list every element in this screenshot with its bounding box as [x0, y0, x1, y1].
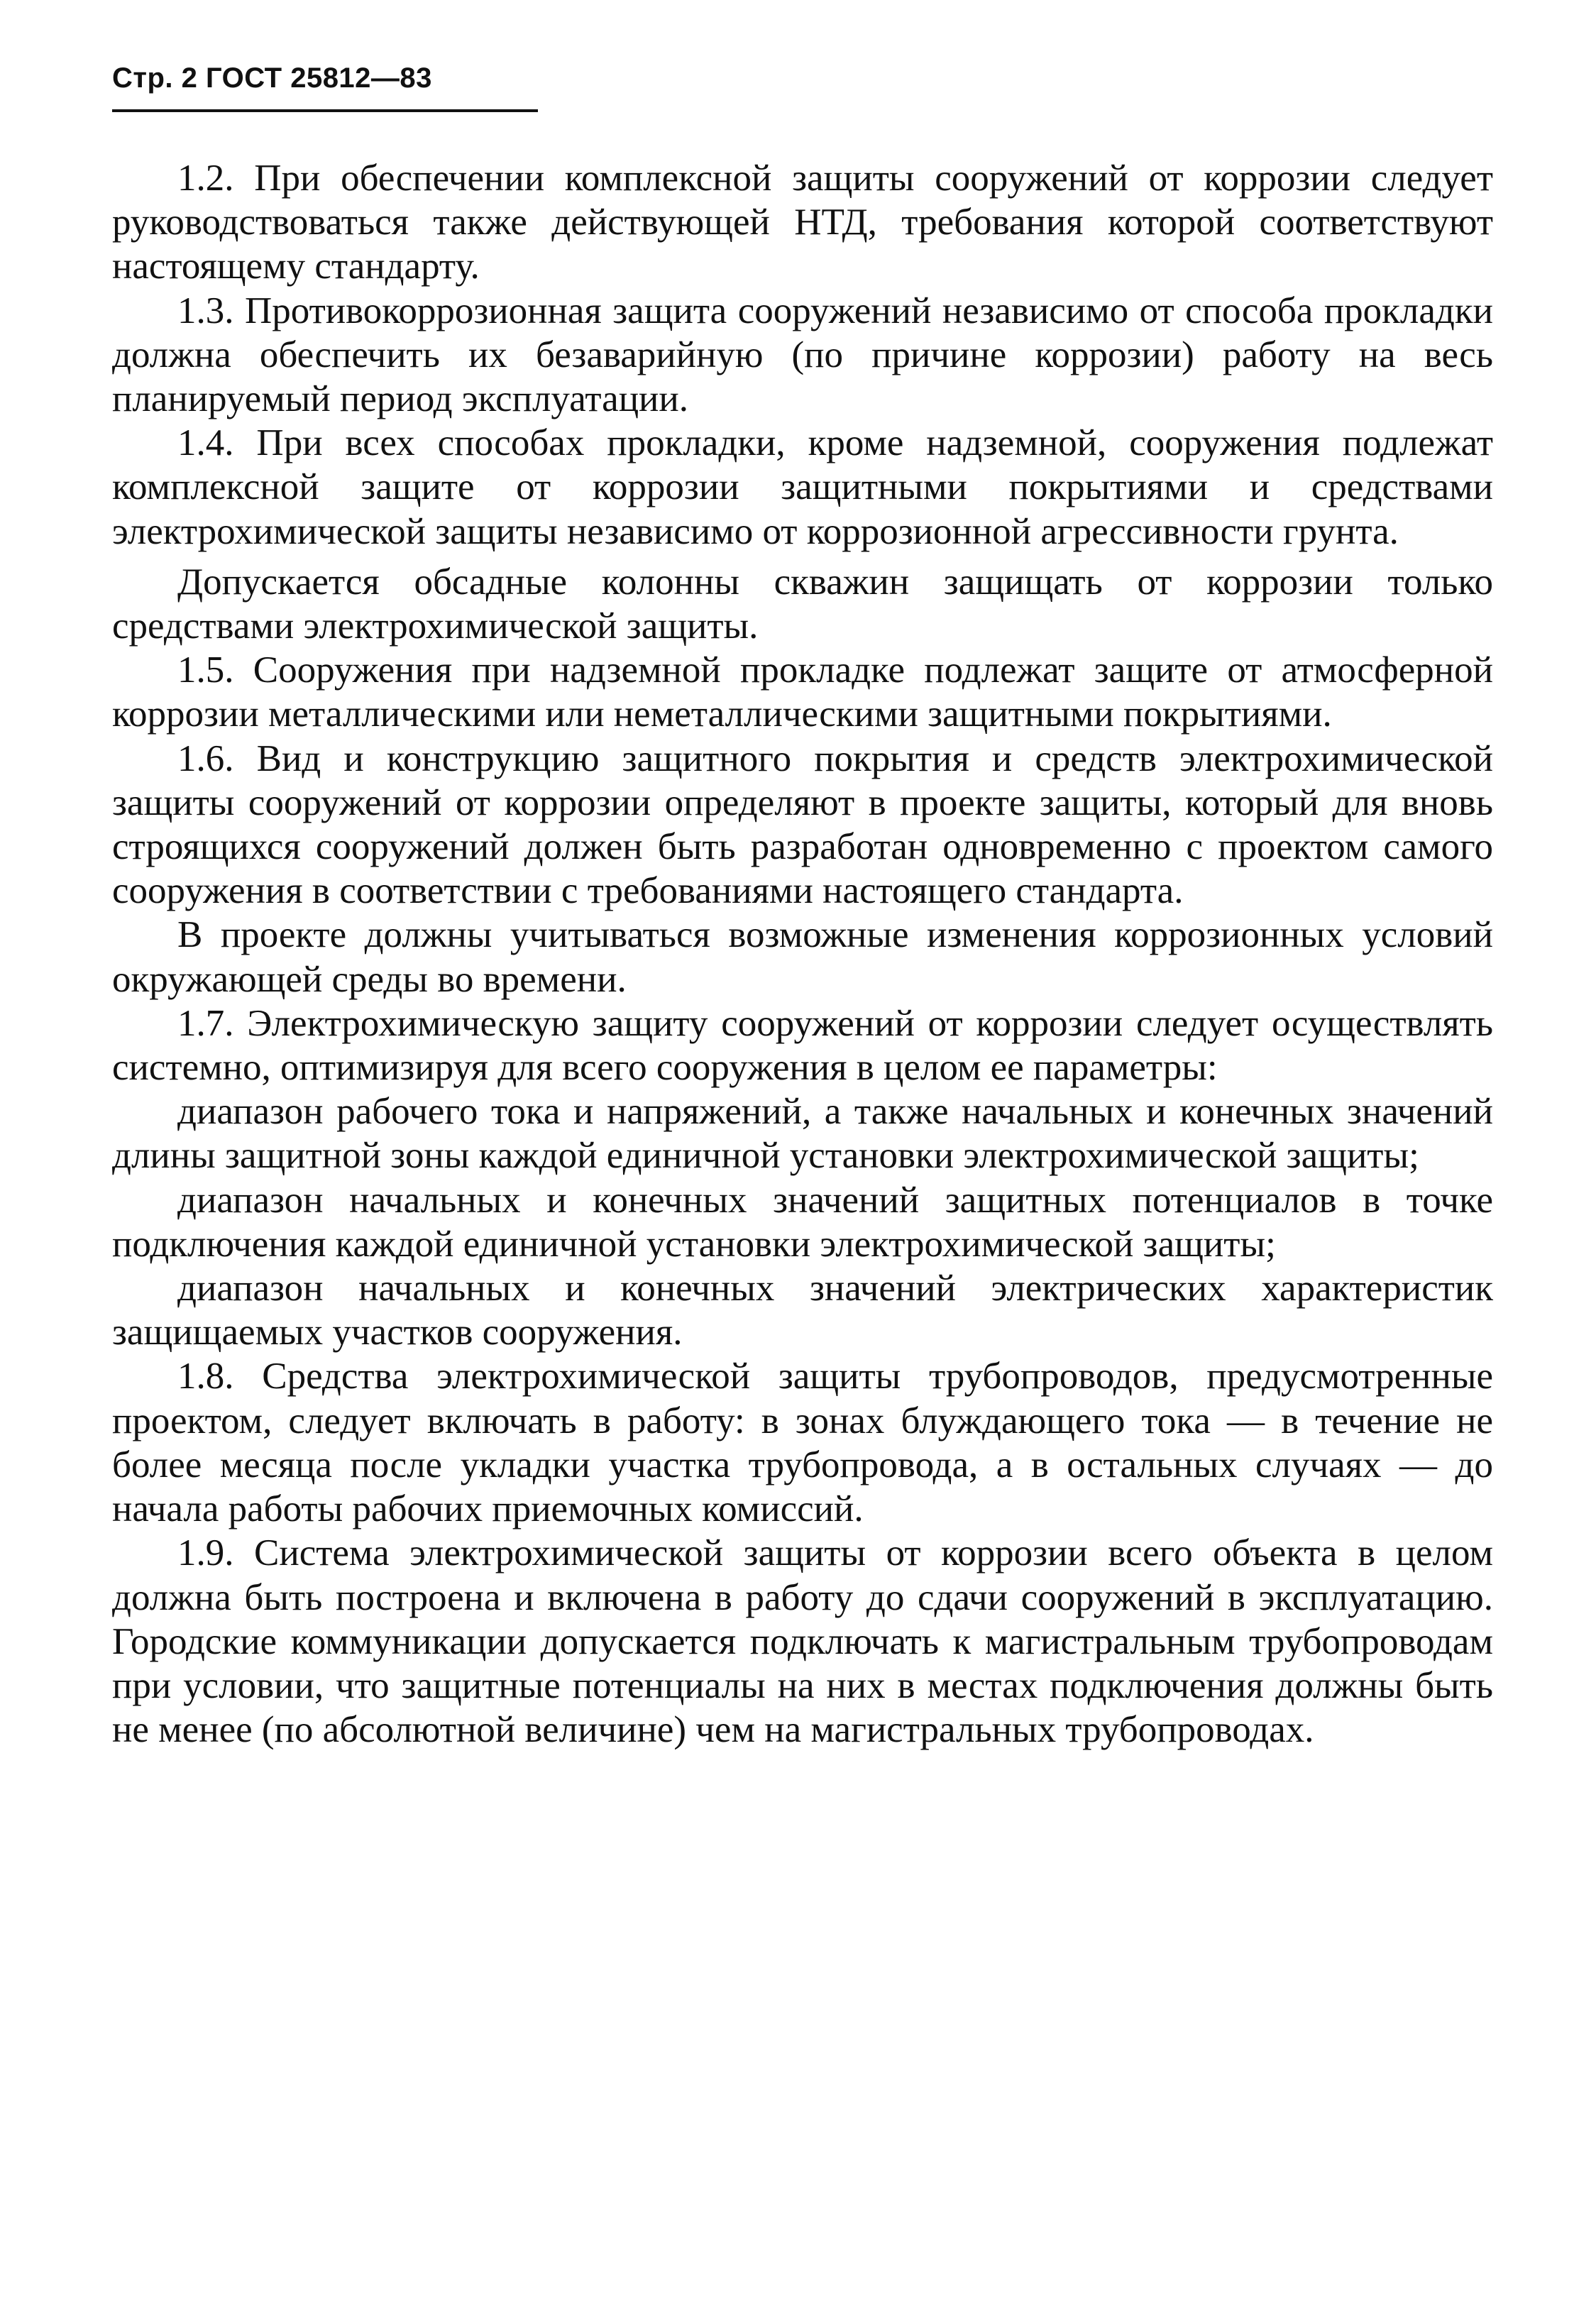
paragraph-1-9: 1.9. Система электрохимической защиты от коррозии всего объекта в целом должна быть построена и включена в работу до сдачи сооружений в эксплуатацию. Городские коммуникации допускается подключать к магистральным трубопроводам при условии, что защитные потенциалы на них в местах подключения должны быть не менее (по абсолютной величине) чем на магистральных трубопроводах.	[112, 1532, 1493, 1751]
paragraph-1-7-item-1: диапазон рабочего тока и напряжений, а также начальных и конечных значений длины защитной зоны каждой единичной установки электрохимической защиты;	[112, 1091, 1493, 1177]
paragraph-1-6-note: В проекте должны учитываться возможные изменения коррозионных условий окружающей среды во времени.	[112, 914, 1493, 1000]
page-header: Стр. 2 ГОСТ 25812—83	[112, 57, 538, 112]
paragraph-1-7: 1.7. Электрохимическую защиту сооружений от коррозии следует осуществлять системно, оптимизируя для всего сооружения в целом ее параметры:	[112, 1002, 1493, 1089]
document-body	[112, 156, 1493, 1752]
paragraph-1-3: 1.3. Противокоррозионная защита сооружений независимо от способа прокладки должна обеспечить их безаварийную (по причине коррозии) работу на весь планируемый период эксплуатации.	[112, 290, 1493, 420]
paragraph-1-6: 1.6. Вид и конструкцию защитного покрытия и средств электрохимической защиты сооружений от коррозии определяют в проекте защиты, который для вновь строящихся сооружений должен быть разработан одновременно с проектом самого сооружения в соответствии с требованиями настоящего стандарта.	[112, 737, 1493, 912]
paragraph-1-7-item-2: диапазон начальных и конечных значений защитных потенциалов в точке подключения каждой единичной установки электрохимической защиты;	[112, 1179, 1493, 1265]
paragraph-1-7-item-3: диапазон начальных и конечных значений электрических характеристик защищаемых участков сооружения.	[112, 1268, 1493, 1353]
document-page	[112, 57, 1493, 1752]
paragraph-1-5: 1.5. Сооружения при надземной прокладке подлежат защите от атмосферной коррозии металлическими или неметаллическими защитными покрытиями.	[112, 649, 1493, 735]
paragraph-1-2: 1.2. При обеспечении комплексной защиты сооружений от коррозии следует руководствоваться также действующей НТД, требования которой соответствуют настоящему стандарту.	[112, 158, 1493, 287]
paragraph-1-4-note: Допускается обсадные колонны скважин защищать от коррозии только средствами электрохимической защиты.	[112, 561, 1493, 647]
paragraph-1-8: 1.8. Средства электрохимической защиты трубопроводов, предусмотренные проектом, следует включать в работу: в зонах блуждающего тока — в течение не более месяца после укладки участка трубопровода, а в остальных случаях — до начала работы рабочих приемочных комиссий.	[112, 1356, 1493, 1530]
paragraph-1-4: 1.4. При всех способах прокладки, кроме надземной, сооружения подлежат комплексной защите от коррозии защитными покрытиями и средствами электрохимической защиты независимо от коррозионной агрессивности грунта.	[112, 422, 1493, 552]
